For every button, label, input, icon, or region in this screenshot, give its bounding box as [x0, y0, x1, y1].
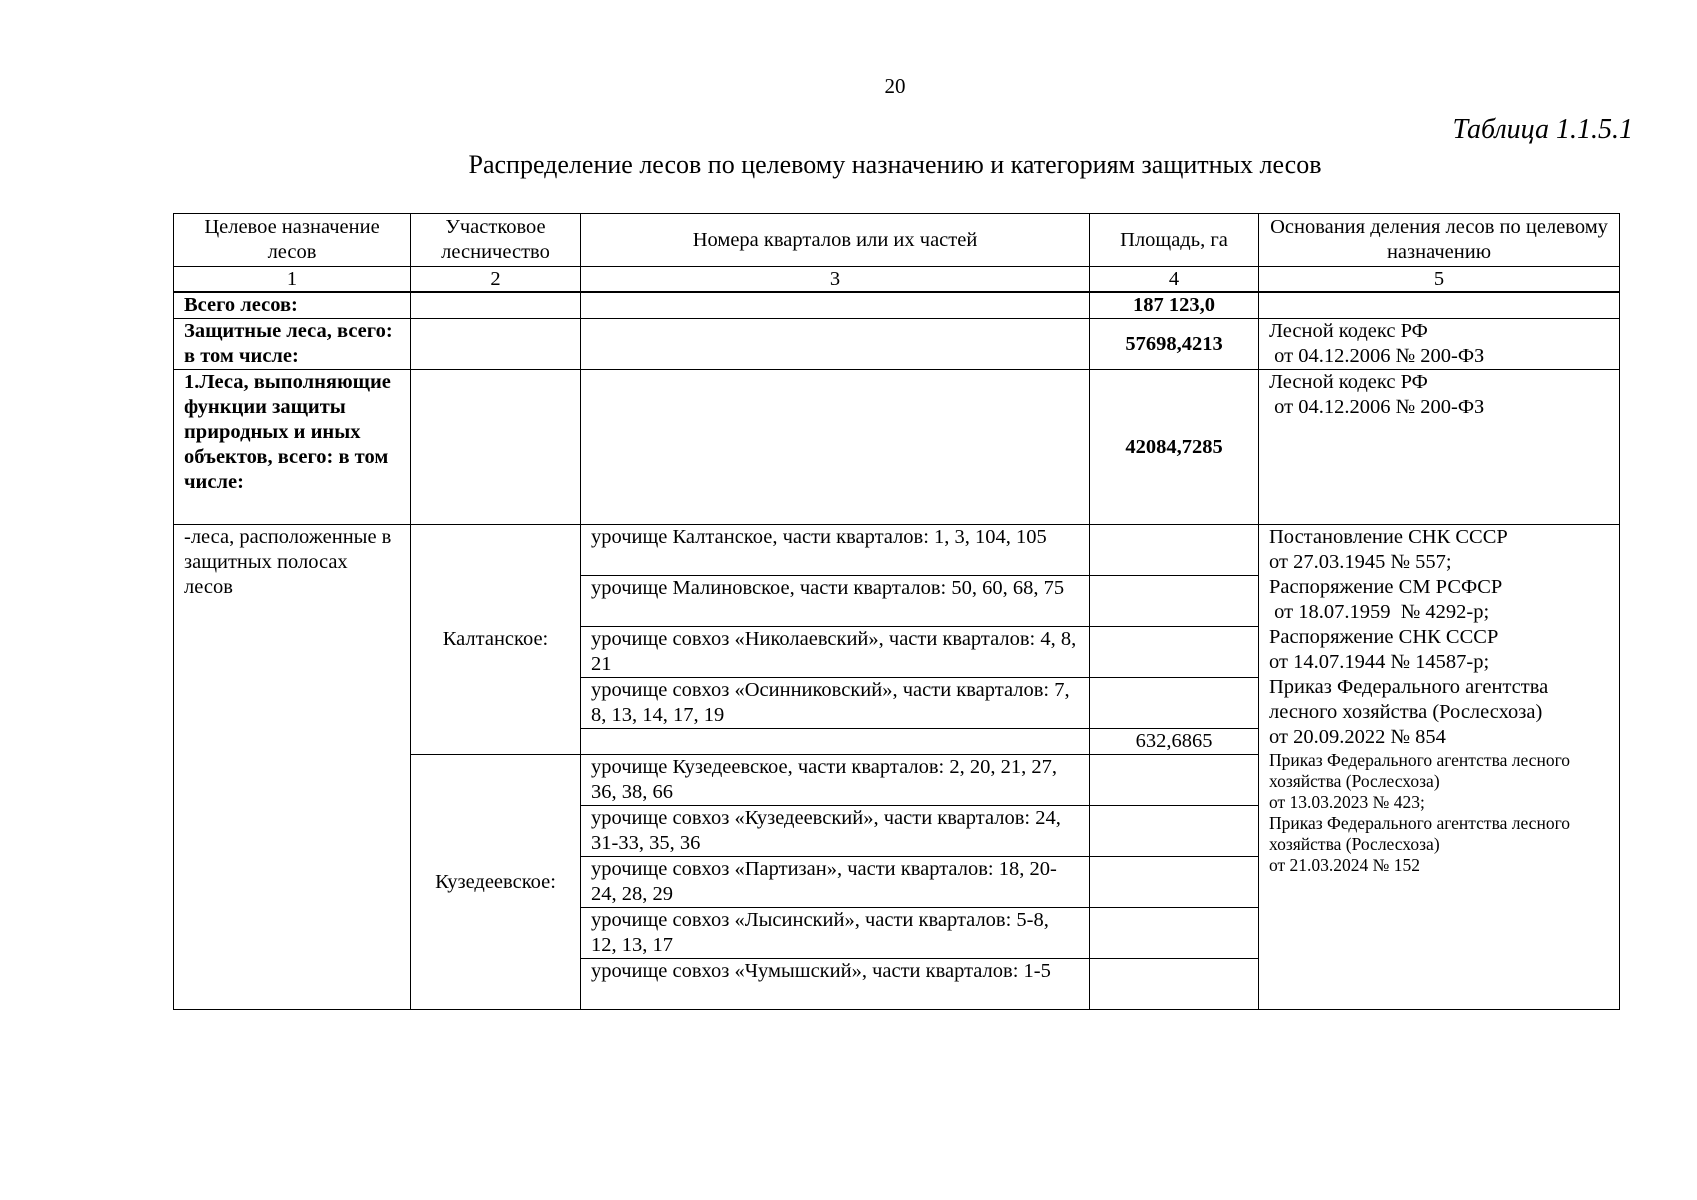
quarters-text: урочище совхоз «Чумышский», части кварталов: 1-5	[591, 960, 1051, 982]
empty-cell	[411, 292, 581, 319]
basis-line: от 13.03.2023 № 423;	[1269, 792, 1425, 812]
column-number: 2	[411, 267, 581, 293]
quarters-cell	[581, 908, 1090, 959]
empty-cell	[581, 370, 1090, 525]
basis-line: от 27.03.1945 № 557;	[1269, 551, 1452, 573]
quarters-cell	[581, 729, 1090, 755]
basis-line: Лесной кодекс РФ	[1269, 320, 1428, 342]
area-cell	[1090, 525, 1259, 576]
protective-basis	[1259, 319, 1620, 370]
functions-basis	[1259, 370, 1620, 525]
protective-area: 57698,4213	[1090, 319, 1259, 370]
basis-line: от 21.03.2024 № 152	[1269, 855, 1420, 875]
quarters-cell	[581, 755, 1090, 806]
empty-cell	[411, 319, 581, 370]
area-cell	[1090, 755, 1259, 806]
forestry-kaltanskoe: Калтанское:	[411, 525, 581, 755]
table-label: Таблица 1.1.5.1	[1452, 114, 1633, 145]
basis-line: Приказ Федерального агентства	[1269, 676, 1549, 698]
forest-distribution-table	[173, 213, 1620, 1010]
column-number: 4	[1090, 267, 1259, 293]
quarters-text: урочище Калтанское, части кварталов: 1, 3, 104, 105	[591, 526, 1047, 548]
quarters-cell	[581, 959, 1090, 1010]
protection-functions-row	[174, 370, 1620, 525]
header-basis: Основания деления лесов по целевому назначению	[1259, 214, 1620, 267]
total-label: Всего лесов:	[174, 292, 411, 319]
quarters-cell	[581, 525, 1090, 576]
forestry-kuzedeevskoe: Кузедеевское:	[411, 755, 581, 1010]
table-header-row	[174, 214, 1620, 267]
basis-line: Лесной кодекс РФ	[1269, 371, 1428, 393]
basis-line: от 04.12.2006 № 200-ФЗ	[1269, 396, 1485, 418]
basis-line: Приказ Федерального агентства лесного	[1269, 750, 1571, 770]
basis-line: от 18.07.1959 № 4292-р;	[1269, 601, 1490, 623]
column-number-row	[174, 267, 1620, 293]
strip-row	[174, 525, 1620, 576]
basis-line: Постановление СНК СССР	[1269, 526, 1508, 548]
basis-line: Распоряжение СНК СССР	[1269, 626, 1499, 648]
strips-basis	[1259, 525, 1620, 1010]
empty-cell	[1259, 292, 1620, 319]
quarters-text: урочище Малиновское, части кварталов: 50, 60, 68, 75	[591, 577, 1065, 599]
area-cell	[1090, 908, 1259, 959]
quarters-cell	[581, 627, 1090, 678]
basis-line: от 20.09.2022 № 854	[1269, 726, 1446, 748]
quarters-text: урочище Кузедеевское, части кварталов: 2, 20, 21, 27, 36, 38, 66	[591, 756, 1057, 803]
empty-cell	[411, 370, 581, 525]
basis-line: хозяйства (Рослесхоза)	[1269, 771, 1440, 791]
basis-line: лесного хозяйства (Рослесхоза)	[1269, 701, 1543, 723]
strips-area-sum: 632,6865	[1090, 729, 1259, 755]
quarters-text: урочище совхоз «Кузедеевский», части кварталов: 24, 31-33, 35, 36	[591, 807, 1061, 854]
quarters-cell	[581, 806, 1090, 857]
basis-line: Приказ Федерального агентства лесного	[1269, 813, 1571, 833]
basis-line: хозяйства (Рослесхоза)	[1269, 834, 1440, 854]
total-area: 187 123,0	[1090, 292, 1259, 319]
area-cell	[1090, 627, 1259, 678]
empty-cell	[581, 292, 1090, 319]
column-number: 5	[1259, 267, 1620, 293]
protective-label: Защитные леса, всего: в том числе:	[174, 319, 411, 370]
header-forestry: Участковое лесничество	[411, 214, 581, 267]
header-purpose: Целевое назначение лесов	[174, 214, 411, 267]
column-number: 1	[174, 267, 411, 293]
quarters-text: урочище совхоз «Партизан», части кварталов: 18, 20-24, 28, 29	[591, 858, 1057, 905]
area-cell	[1090, 678, 1259, 729]
area-cell	[1090, 576, 1259, 627]
basis-line: от 04.12.2006 № 200-ФЗ	[1269, 345, 1485, 367]
empty-cell	[581, 319, 1090, 370]
quarters-cell	[581, 678, 1090, 729]
document-title: Распределение лесов по целевому назначению и категориям защитных лесов	[468, 150, 1322, 179]
header-area: Площадь, га	[1090, 214, 1259, 267]
quarters-cell	[581, 576, 1090, 627]
area-cell	[1090, 857, 1259, 908]
quarters-text: урочище совхоз «Осинниковский», части кварталов: 7, 8, 13, 14, 17, 19	[591, 679, 1070, 726]
strips-label: -леса, расположенные в защитных полосах лесов	[174, 525, 411, 1010]
column-number: 3	[581, 267, 1090, 293]
area-cell	[1090, 959, 1259, 1010]
basis-line: от 14.07.1944 № 14587-р;	[1269, 651, 1490, 673]
area-cell	[1090, 806, 1259, 857]
page-number: 20	[884, 74, 906, 98]
functions-label: 1.Леса, выполняющие функции защиты природных и иных объектов, всего: в том числе:	[174, 370, 411, 525]
total-forests-row	[174, 292, 1620, 319]
header-quarters: Номера кварталов или их частей	[581, 214, 1090, 267]
quarters-text: урочище совхоз «Лысинский», части кварталов: 5-8, 12, 13, 17	[591, 909, 1049, 956]
basis-line: Распоряжение СМ РСФСР	[1269, 576, 1503, 598]
functions-area: 42084,7285	[1090, 370, 1259, 525]
quarters-cell	[581, 857, 1090, 908]
quarters-text: урочище совхоз «Николаевский», части кварталов: 4, 8, 21	[591, 628, 1077, 675]
protective-forests-row	[174, 319, 1620, 370]
